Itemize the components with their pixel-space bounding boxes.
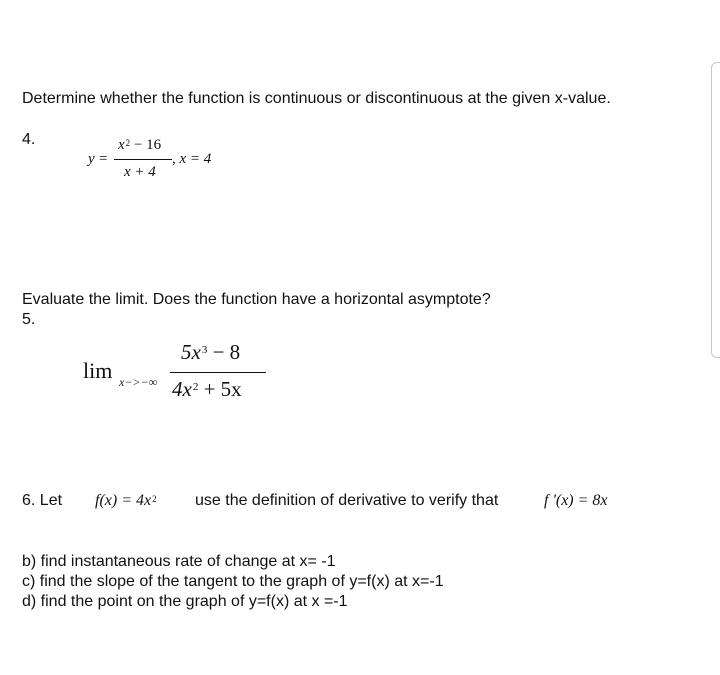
part-c: c) find the slope of the tangent to the graph of y=f(x) at x=-1 [22, 573, 444, 590]
problem-number-4: 4. [22, 131, 36, 148]
limit-fraction-bar [170, 372, 266, 373]
lim-operator: lim [83, 358, 113, 383]
problem-number-5: 5. [22, 311, 36, 328]
derivative-result: f '(x) = 8x [544, 492, 608, 509]
function-definition: $f(x) = 4x^2$ [95, 492, 157, 509]
problem-6-instruction: use the definition of derivative to verify that [195, 492, 499, 509]
part-b: b) find instantaneous rate of change at x= -1 [22, 553, 336, 570]
limit-numerator: $5x^3 - 8$ [181, 340, 241, 364]
lim-subscript: x−>−∞ [119, 375, 158, 389]
fraction-bar [114, 159, 172, 160]
part-d: d) find the point on the graph of y=f(x) at x =-1 [22, 593, 348, 610]
limit-instruction: Evaluate the limit. Does the function have a horizontal asymptote? [22, 291, 491, 308]
problem-6-lead: 6. Let [22, 492, 63, 509]
continuity-instruction: Determine whether the function is continuous or discontinuous at the given x-value. [22, 90, 611, 107]
x-value: , x = 4 [172, 151, 212, 167]
fraction-denominator: x + 4 [124, 164, 156, 180]
scrollbar-edge[interactable] [711, 62, 720, 358]
y-lhs: y [88, 151, 95, 167]
equals-sign: = [99, 151, 108, 167]
limit-denominator: $4x^2 + 5x$ [172, 377, 242, 401]
fraction-numerator: $x^2 - 16$ [118, 137, 162, 153]
